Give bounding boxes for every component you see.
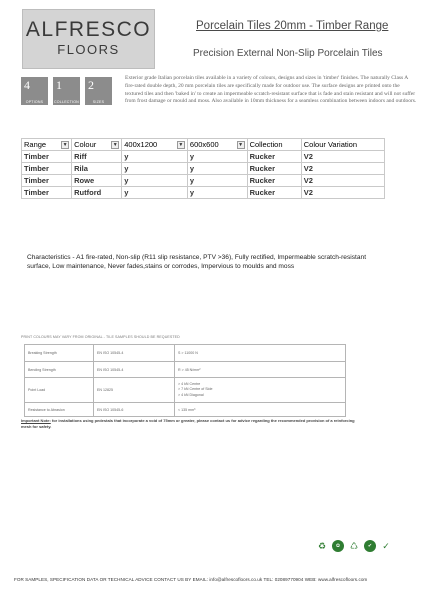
- table-cell: y: [122, 163, 188, 175]
- table-cell: V2: [301, 151, 384, 163]
- header-collection: Collection: [247, 139, 301, 151]
- table-cell: y: [187, 151, 247, 163]
- badge-collection: [53, 77, 80, 105]
- table-cell: y: [122, 187, 188, 199]
- table-cell: Rucker: [247, 151, 301, 163]
- spec-value: < 135 mm³: [175, 403, 346, 417]
- table-row: [25, 378, 346, 403]
- eco-cert-icon: ♻: [317, 540, 327, 551]
- spec-property: Bending Strength: [25, 362, 94, 378]
- spec-property: Breaking Strength: [25, 345, 94, 362]
- table-row: [25, 403, 346, 417]
- spec-standard: EN ISO 10545-4: [94, 362, 175, 378]
- dropdown-arrow-icon[interactable]: ▼: [112, 142, 118, 148]
- contact-footer: FOR SAMPLES, SPECIFICATION DATA OR TECHNICAL ADVICE CONTACT US BY EMAIL: info@alfrescofloors.co.uk TEL: 02089770904 WEB: www.alfrescofloors.com: [14, 577, 368, 582]
- table-row: [22, 187, 385, 199]
- badge-label: SIZES: [92, 100, 105, 104]
- badge-number: 2: [88, 78, 94, 92]
- spec-value: R > 45 N/mm²: [175, 362, 346, 378]
- company-logo: [22, 9, 155, 69]
- header-400x1200[interactable]: 400x1200 ▼: [122, 139, 188, 151]
- header-600x600[interactable]: 600x600 ▼: [187, 139, 247, 151]
- table-row: [22, 151, 385, 163]
- print-colour-note: PRINT COLOURS MAY VARY FROM ORIGINAL - TILE SAMPLES SHOULD BE REQUESTED: [21, 335, 180, 339]
- badge-number: 1: [56, 78, 62, 92]
- dropdown-arrow-icon[interactable]: ▼: [178, 142, 184, 148]
- table-cell: Rucker: [247, 163, 301, 175]
- important-text: for installations using pedestals that incorporate a void of 75mm or greater, please contact us for advice regarding the recommended provision of a reinforcing mesh for safety.: [21, 418, 355, 429]
- header-colour[interactable]: Colour ▼: [72, 139, 122, 151]
- specs-table: [24, 344, 346, 417]
- quality-cert-icon: ✔: [364, 540, 376, 552]
- table-cell: Riff: [72, 151, 122, 163]
- table-cell: Rowe: [72, 175, 122, 187]
- important-label: Important Note:: [21, 418, 51, 423]
- table-cell: V2: [301, 163, 384, 175]
- table-cell: y: [122, 151, 188, 163]
- certification-logos: [316, 540, 392, 552]
- badge-options: [21, 77, 48, 105]
- filter-active-icon[interactable]: ▼: [62, 142, 68, 148]
- range-table: [21, 138, 385, 199]
- spec-property: Resistance to Abrasion: [25, 403, 94, 417]
- dropdown-arrow-icon[interactable]: ▼: [238, 142, 244, 148]
- table-cell: Rucker: [247, 187, 301, 199]
- table-cell: Timber: [22, 175, 72, 187]
- badge-label: COLLECTION: [54, 100, 79, 104]
- spec-standard: EN ISO 10545-6: [94, 403, 175, 417]
- table-cell: Timber: [22, 151, 72, 163]
- page-title: Porcelain Tiles 20mm - Timber Range: [196, 20, 389, 32]
- spec-value: > 4 kN Centre > 7 kN Centre of Side > 4 kN Diagonal: [175, 378, 346, 403]
- logo-main-text: ALFRESCO: [25, 18, 152, 41]
- product-description: Exterior grade Italian porcelain tiles available in a variety of colours, designs and sizes in 'timber' finishes. The naturally Class A fire-rated double depth, 20 mm porcelain tiles are specifically made for outdoor use. The surface designs are printed onto the textured tiles and then 'baked in' to create an impermeable scratch-resistant surface that is fade and stain resistant and will not suffer from frost damage or mould and moss. Also available in 10mm thickness for a seamless combination between indoors and outdoors.: [125, 75, 417, 105]
- table-row: [22, 163, 385, 175]
- table-row: [25, 362, 346, 378]
- spec-standard: EN 12825: [94, 378, 175, 403]
- leaf-cert-icon: ✿: [332, 540, 344, 552]
- table-cell: Rila: [72, 163, 122, 175]
- table-cell: Timber: [22, 163, 72, 175]
- badge-sizes: [85, 77, 112, 105]
- table-header-row: [22, 139, 385, 151]
- table-row: [25, 345, 346, 362]
- summary-badges: [21, 77, 112, 105]
- table-cell: V2: [301, 175, 384, 187]
- table-cell: y: [122, 175, 188, 187]
- header-colour-variation: Colour Variation: [301, 139, 384, 151]
- important-note: [21, 418, 361, 430]
- logo-sub-text: FLOORS: [57, 42, 120, 57]
- table-row: [22, 175, 385, 187]
- table-cell: y: [187, 163, 247, 175]
- badge-number: 4: [24, 78, 30, 92]
- table-cell: y: [187, 187, 247, 199]
- header-range[interactable]: Range ▼: [22, 139, 72, 151]
- table-cell: y: [187, 175, 247, 187]
- characteristics-text: Characteristics - A1 fire-rated, Non-slip (R11 slip resistance, PTV >36), Fully rectified, Impermeable scratch-resistant surface, Low maintenance, Never fades,stains or corrodes, Impervious to moulds and moss: [27, 254, 367, 270]
- table-cell: Rutford: [72, 187, 122, 199]
- page-subtitle: Precision External Non-Slip Porcelain Tiles: [193, 48, 383, 59]
- green-cert-icon: ✓: [382, 540, 390, 551]
- spec-value: S > 11000 N: [175, 345, 346, 362]
- table-cell: V2: [301, 187, 384, 199]
- recycle-cert-icon: ♺: [349, 540, 359, 551]
- badge-label: OPTIONS: [25, 100, 44, 104]
- table-cell: Rucker: [247, 175, 301, 187]
- table-cell: Timber: [22, 187, 72, 199]
- spec-standard: EN ISO 10545-4: [94, 345, 175, 362]
- spec-property: Point Load: [25, 378, 94, 403]
